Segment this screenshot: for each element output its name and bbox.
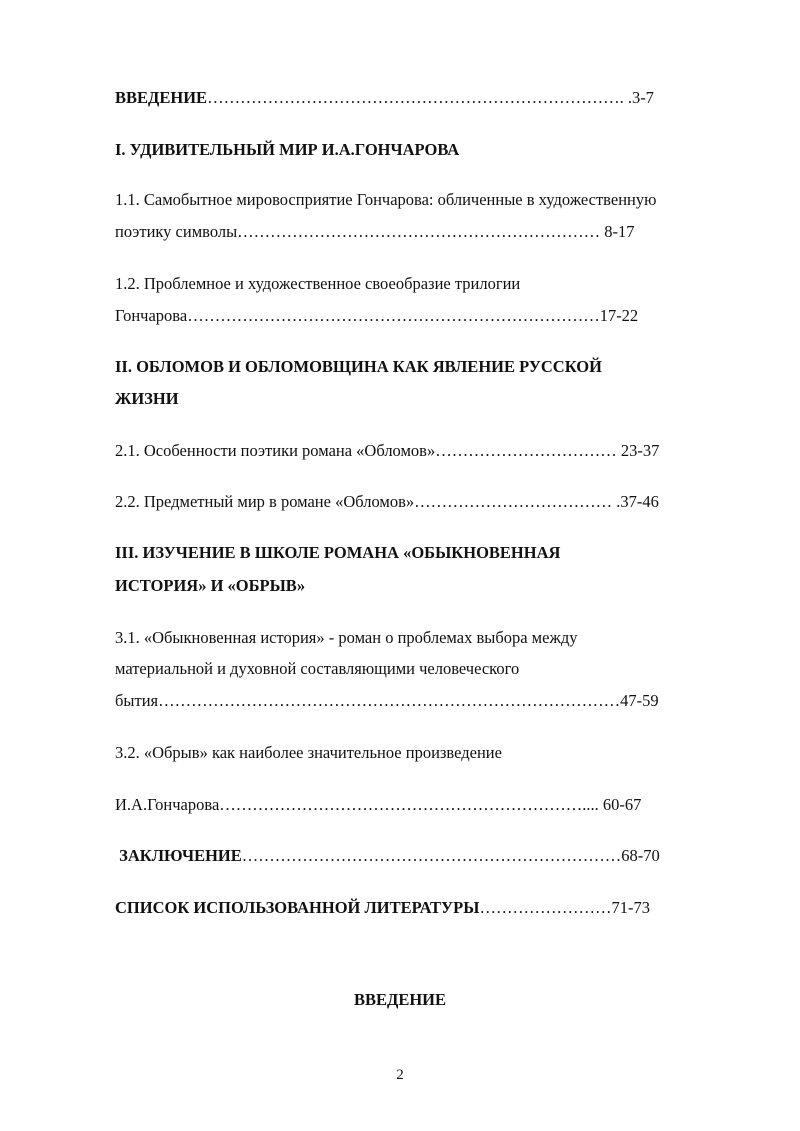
toc-section-2-1: 2.1. Особенности поэтики романа «Обломов»…………………………… 23-37 [115,441,660,460]
toc-section-3-1-line-3: бытия…………………………………………………………………………47-59 [115,691,659,710]
toc-chapter-2-line-2: ЖИЗНИ [115,389,179,408]
toc-section-2-2: 2.2. Предметный мир в романе «Обломов»……………………………… .37-46 [115,492,659,511]
page-number: 2 [396,1067,404,1083]
toc-conclusion: ЗАКЛЮЧЕНИЕ……………………………………………………………68-70 [115,846,660,865]
toc-section-3-2-line-1: 3.2. «Обрыв» как наиболее значительное произведение [115,743,502,762]
toc-section-1-1-line-2: поэтику символы………………………………………………………… 8-17 [115,222,635,241]
toc-chapter-1: I. УДИВИТЕЛЬНЫЙ МИР И.А.ГОНЧАРОВА [115,140,460,159]
toc-chapter-3-line-1: III. ИЗУЧЕНИЕ В ШКОЛЕ РОМАНА «ОБЫКНОВЕННАЯ [115,543,561,562]
toc-section-3-1-line-1: 3.1. «Обыкновенная история» - роман о проблемах выбора между [115,628,578,647]
toc-section-3-1-line-2: материальной и духовной составляющими человеческого [115,659,520,678]
toc-references: СПИСОК ИСПОЛЬЗОВАННОЙ ЛИТЕРАТУРЫ……………………71-73 [115,898,650,917]
toc-intro: ВВЕДЕНИЕ…………………………………………………………………. .3-7 [115,88,654,107]
toc-section-3-2-line-2: И.А.Гончарова………………………………………………………….... 60-67 [115,795,642,814]
toc-section-1-2-line-2: Гончарова…………………………………………………………………17-22 [115,306,639,325]
toc-chapter-2-line-1: II. ОБЛОМОВ И ОБЛОМОВЩИНА КАК ЯВЛЕНИЕ РУССКОЙ [115,357,602,376]
toc-section-1-1-line-1: 1.1. Самобытное мировосприятие Гончарова: обличенные в художественную [115,190,657,209]
section-title: ВВЕДЕНИЕ [353,990,447,1009]
toc-chapter-3-line-2: ИСТОРИЯ» И «ОБРЫВ» [115,576,306,595]
toc-section-1-2-line-1: 1.2. Проблемное и художественное своеобразие трилогии [115,274,521,293]
